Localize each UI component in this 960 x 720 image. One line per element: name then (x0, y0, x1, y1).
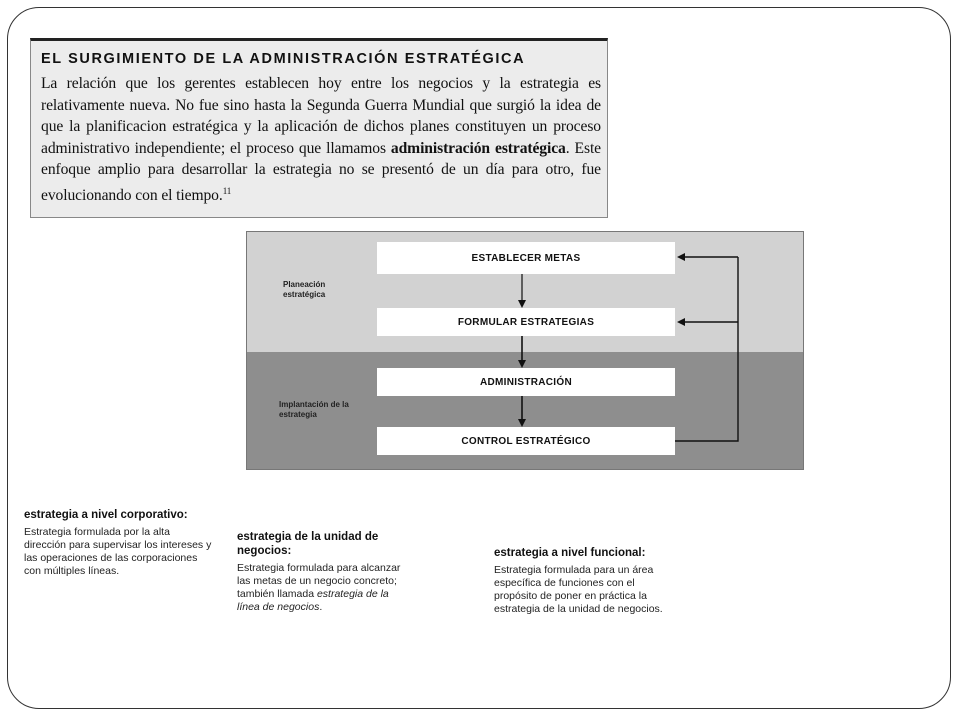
label-planning: Planeación estratégica (283, 280, 326, 299)
definition-business-unit (237, 530, 407, 614)
step-strategic-control: CONTROL ESTRATÉGICO (377, 427, 675, 455)
step-administration: ADMINISTRACIÓN (377, 368, 675, 396)
definition-title: estrategia de la unidad de negocios: (237, 531, 379, 557)
diagram-arrows (247, 232, 804, 470)
label-implementation: Implantación de la estrategia (279, 400, 349, 419)
definition-text: Estrategia formulada por la alta dirección para supervisar los intereses y las operaciones de las corporaciones con múltiples líneas. (24, 526, 212, 577)
feedback-line (675, 257, 738, 441)
definition-text: Estrategia formulada para un área específica de funciones con el propósito de poner en práctica la estrategia de la unidad de negocios. (494, 564, 663, 615)
step-formulate-strategies: FORMULAR ESTRATEGIAS (377, 308, 675, 336)
definition-text: Estrategia formulada para alcanzar las metas de un negocio concreto; también llamada estrategia de la línea de negocios. (237, 562, 401, 613)
process-diagram (246, 231, 804, 470)
text-excerpt (30, 38, 608, 218)
excerpt-heading: EL SURGIMIENTO DE LA ADMINISTRACIÓN ESTRATÉGICA (41, 51, 526, 67)
highlight-term: administración estratégica (390, 139, 566, 157)
footnote-marker: 11 (222, 185, 232, 196)
definition-title: estrategia a nivel corporativo: (24, 509, 188, 521)
excerpt-body: La relación que los gerentes establecen hoy entre los negocios y la estrategia es relativamente nueva. No fue sino hasta la Segunda Guerra Mundial que surgió la idea de que la planificacion estratégica y la aplicación de dichos planes constituyen un proceso administrativo independiente; el proceso que llamamos administración estratégica. Este enfoque amplio para desarrollar la estrategia no se presentó de un día para otro, fue evolucionando con el tiempo.$^{11}$ (41, 75, 601, 204)
definition-functional (494, 546, 664, 616)
step-set-goals: ESTABLECER METAS (377, 242, 675, 274)
italic-term: estrategia de la línea de negocios (237, 588, 389, 613)
definition-corporate (24, 508, 214, 578)
definition-title: estrategia a nivel funcional: (494, 547, 646, 559)
